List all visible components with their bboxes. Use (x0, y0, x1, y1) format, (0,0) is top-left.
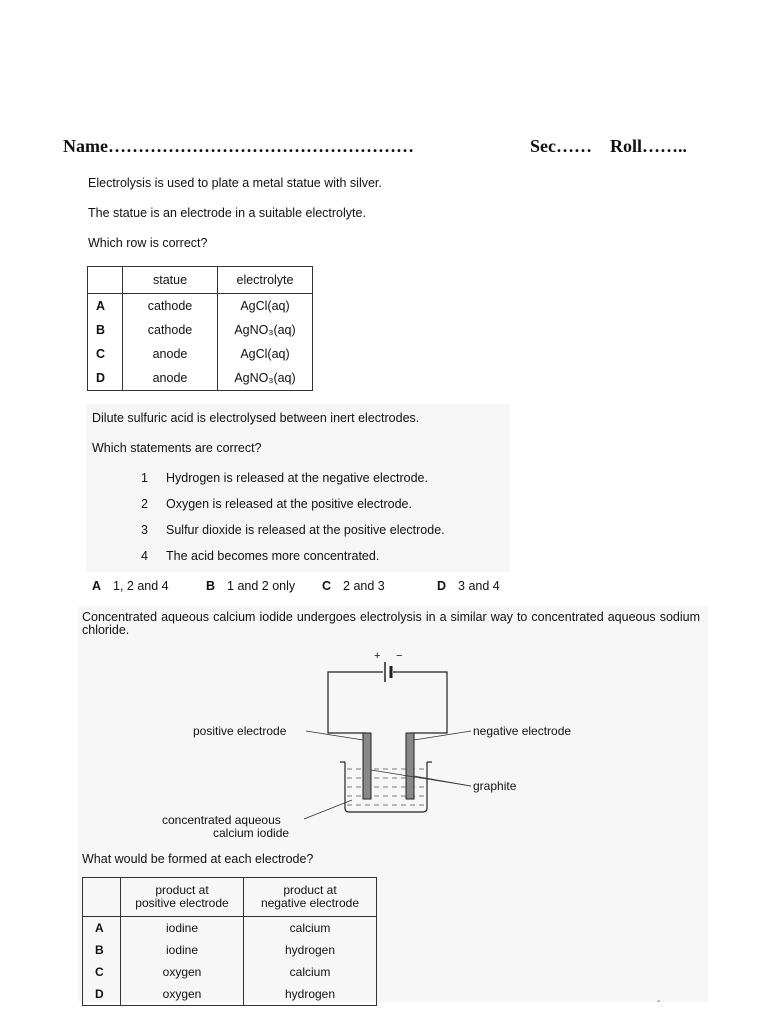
row-letter: A (83, 917, 121, 940)
q1-line-1: Electrolysis is used to plate a metal statue with silver. (88, 176, 382, 190)
statement-number: 4 (141, 549, 148, 563)
wire-right (393, 672, 447, 733)
row-letter: D (88, 366, 123, 391)
row-electrolyte: AgCl(aq) (218, 294, 313, 319)
cell-minus-label: − (396, 650, 403, 662)
graphite-label: graphite (473, 779, 517, 793)
negative-electrode-label: negative electrode (473, 724, 572, 738)
solution-label-line-1: concentrated aqueous (162, 813, 281, 827)
positive-electrode-label: positive electrode (193, 724, 287, 738)
option-d[interactable]: D 3 and 4 (437, 579, 500, 593)
statement-number: 2 (141, 497, 148, 511)
row-electrolyte: AgNO₃(aq) (218, 318, 313, 342)
cell-plus-label: + (374, 650, 381, 662)
table-row[interactable] (83, 917, 377, 940)
row-letter: B (83, 939, 121, 961)
name-field[interactable]: Name…………………………………………… (63, 136, 414, 156)
q3-question: What would be formed at each electrode? (82, 852, 314, 866)
table-header-positive: product at positive electrode (121, 878, 244, 917)
negative-electrode-rod (406, 733, 414, 799)
option-c[interactable]: C 2 and 3 (322, 579, 385, 593)
row-letter: A (88, 294, 123, 319)
q1-line-3: Which row is correct? (88, 236, 208, 250)
table-row[interactable] (83, 961, 377, 983)
solution-label-line-2: calcium iodide (213, 826, 290, 840)
page-footer-mark: - (657, 996, 661, 1007)
row-letter: C (83, 961, 121, 983)
row-negative-product: calcium (244, 961, 377, 983)
wire-left (328, 672, 383, 733)
row-statue: cathode (123, 318, 218, 342)
row-negative-product: hydrogen (244, 983, 377, 1006)
table-header-blank (83, 878, 121, 917)
q2-line-2: Which statements are correct? (92, 441, 262, 455)
option-a[interactable]: A 1, 2 and 4 (92, 579, 169, 593)
table-header-electrolyte: electrolyte (218, 267, 313, 294)
row-statue: anode (123, 342, 218, 366)
q2-line-1: Dilute sulfuric acid is electrolysed between inert electrodes. (92, 411, 420, 425)
section-field[interactable]: Sec…… (530, 136, 592, 156)
table-row[interactable] (83, 939, 377, 961)
row-positive-product: oxygen (121, 983, 244, 1006)
table-header-negative: product at negative electrode (244, 878, 377, 917)
row-negative-product: hydrogen (244, 939, 377, 961)
row-statue: anode (123, 366, 218, 391)
row-positive-product: iodine (121, 917, 244, 940)
roll-field[interactable]: Roll…….. (610, 136, 688, 156)
row-positive-product: iodine (121, 939, 244, 961)
row-statue: cathode (123, 294, 218, 319)
statement-number: 1 (141, 471, 148, 485)
statement-text: The acid becomes more concentrated. (166, 549, 380, 563)
option-b[interactable]: B 1 and 2 only (206, 579, 296, 593)
q3-answer-table (82, 877, 377, 1006)
table-header-statue: statue (123, 267, 218, 294)
positive-electrode-rod (363, 733, 371, 799)
row-letter: B (88, 318, 123, 342)
row-negative-product: calcium (244, 917, 377, 940)
statement-text: Oxygen is released at the positive electrode. (166, 497, 412, 511)
q3-intro: Concentrated aqueous calcium iodide undergoes electrolysis in a similar way to concentrated aqueous sodium chloride. (82, 610, 700, 637)
statement-text: Sulfur dioxide is released at the positive electrode. (166, 523, 445, 537)
row-letter: D (83, 983, 121, 1006)
row-positive-product: oxygen (121, 961, 244, 983)
table-row[interactable] (83, 983, 377, 1006)
row-letter: C (88, 342, 123, 366)
row-electrolyte: AgCl(aq) (218, 342, 313, 366)
row-electrolyte: AgNO₃(aq) (218, 366, 313, 391)
statement-number: 3 (141, 523, 148, 537)
statement-text: Hydrogen is released at the negative electrode. (166, 471, 428, 485)
q1-line-2: The statue is an electrode in a suitable electrolyte. (88, 206, 366, 220)
